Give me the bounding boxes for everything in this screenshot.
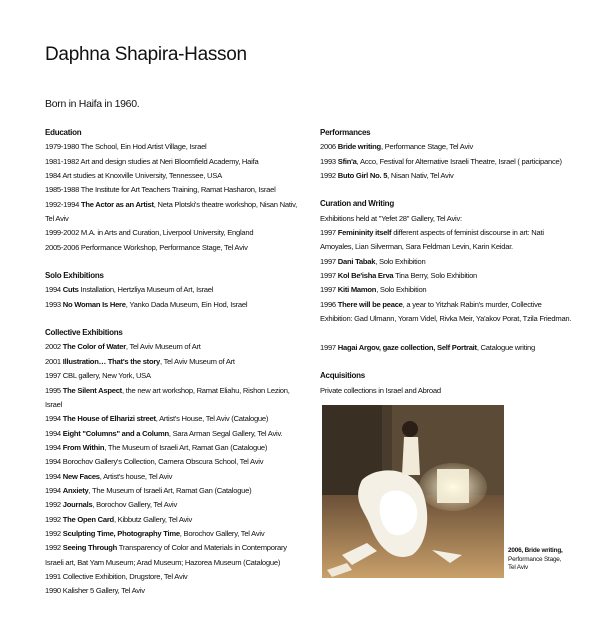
entry: 1981-1982 Art and design studies at Neri Bloomfield Academy, Haifa: [45, 156, 259, 166]
entry-detail: , Neta Plotski's theatre workshop, Nisan Nativ, Tel Aviv: [45, 199, 297, 224]
entry-detail: , a year to Yitzhak Rabin's murder, Collective Exhibition: Gad Ulmann, Yoram Videl, Rivka Meir, Ya'akov Porat, Tzila Friedman.: [320, 299, 572, 324]
birth-line: Born in Haifa in 1960.: [45, 98, 140, 110]
entry-detail: , Kibbutz Gallery, Tel Aviv: [113, 514, 193, 524]
entry: [45, 340, 307, 354]
entry-year: 2001: [45, 356, 63, 366]
entry-year: 1992: [45, 514, 63, 524]
entry-year: 1993: [45, 299, 63, 309]
entry-detail: , Borochov Gallery, Tel Aviv: [179, 528, 265, 538]
entry-detail: , Solo Exhibition: [376, 285, 427, 295]
section-heading: Curation and Writing: [320, 199, 394, 209]
entry: Private collections in Israel and Abroad: [320, 385, 441, 395]
left-column: [45, 126, 307, 613]
entry-detail: Collective Exhibition, Drugstore, Tel Aviv: [62, 571, 188, 581]
entry-year: 1992: [320, 171, 338, 181]
entry-detail: , Tel Aviv Museum of Art: [160, 356, 235, 366]
entry: [320, 283, 572, 297]
entry-year: 1991: [45, 571, 63, 581]
entry-title: Anxiety: [62, 485, 89, 495]
entry: [45, 527, 307, 541]
section-heading: Acquisitions: [320, 371, 366, 381]
spacer: [320, 326, 572, 340]
entry-detail: Borochov Gallery's Collection, Camera Obscura School, Tel Aviv: [62, 457, 264, 467]
entry-detail: , The Museum of Israeli Art, Ramat Gan (Catalogue): [88, 485, 252, 495]
entry-detail: Kalisher 5 Gallery, Tel Aviv: [62, 586, 145, 596]
entry-title: The Silent Aspect: [62, 385, 122, 395]
entry-year: 1997: [320, 285, 338, 295]
entry-title: Illustration… That's the story: [62, 356, 161, 366]
entry-year: 1995: [45, 385, 63, 395]
entry-title: Bride writing: [337, 142, 381, 152]
entry: Exhibitions held at "Yefet 28" Gallery, Tel Aviv:: [320, 213, 462, 223]
entry-title: There will be peace: [337, 299, 403, 309]
photo-caption: [508, 547, 563, 573]
entry: 1985-1988 The Institute for Art Teachers Training, Ramat Hasharon, Israel: [45, 185, 276, 195]
entry-title: The Color of Water: [62, 342, 126, 352]
entry: 1999-2002 M.A. in Arts and Curation, Liverpool University, England: [45, 228, 254, 238]
entry-year: 1997: [320, 228, 338, 238]
bride-writing-image: [322, 405, 504, 578]
entry-detail: Installation, Hertzliya Museum of Art, Israel: [78, 285, 214, 295]
entry-year: 1994: [45, 442, 63, 452]
entry-detail: different aspects of feminist discourse in art: Nati Amoyales, Lian Silverman, Sara Feldman Levin, Karin Keidar.: [320, 228, 544, 252]
entry: 1984 Art studies at Knoxville University, Tennessee, USA: [45, 171, 222, 181]
section-collective-exhibitions: [45, 326, 307, 599]
entry: [45, 498, 307, 512]
entry-title: Kiti Mamon: [337, 285, 377, 295]
entry-detail: , The Museum of Israeli Art, Ramat Gan (Catalogue): [104, 442, 268, 452]
entry-title: New Faces: [62, 471, 100, 481]
section-curation-and-writing: [320, 197, 572, 355]
entry-title: Cuts: [62, 285, 79, 295]
entry-year: 1992: [45, 500, 63, 510]
section-education: [45, 126, 307, 255]
section-performances: [320, 126, 572, 183]
entry-year: 1997: [320, 256, 338, 266]
entry-year: 1994: [45, 428, 63, 438]
entry-year: 1993: [320, 156, 338, 166]
entry: [320, 341, 572, 355]
entry: [45, 427, 307, 441]
entry: [320, 155, 572, 169]
entry-title: Hagai Argov, gaze collection, Self Portrait: [337, 342, 477, 352]
entry: [45, 412, 307, 426]
entry: [45, 484, 307, 498]
section-heading: Solo Exhibitions: [45, 271, 104, 281]
entry-detail: Tina Berry, Solo Exhibition: [393, 271, 478, 281]
entry: [45, 513, 307, 527]
entry: 1979-1980 The School, Ein Hod Artist Village, Israel: [45, 142, 207, 152]
entry: [45, 355, 307, 369]
section-acquisitions: [320, 369, 572, 398]
entry-detail: CBL gallery, New York, USA: [62, 371, 151, 381]
entry-title: Dani Tabak: [337, 256, 376, 266]
section-solo-exhibitions: [45, 269, 307, 312]
entry-year: 1994: [45, 285, 63, 295]
entry-detail: , Artist's house, Tel Aviv: [99, 471, 173, 481]
entry-title: Kol Be'isha Erva: [337, 271, 394, 281]
entry-year: 1997: [320, 271, 338, 281]
right-column: [320, 126, 572, 412]
entry: [45, 384, 307, 413]
entry-title: Femininity itself: [337, 228, 392, 238]
entry: [320, 298, 572, 327]
section-heading: Collective Exhibitions: [45, 328, 123, 338]
entry-detail: , Tel Aviv Museum of Art: [125, 342, 201, 352]
entry-year: 1992: [45, 543, 63, 553]
entry: [320, 140, 572, 154]
entry-title: Eight "Columns" and a Column: [62, 428, 169, 438]
entry: [320, 255, 572, 269]
entry-detail: , Acco, Festival for Alternative Israeli Theatre, Israel ( participance): [356, 156, 562, 166]
entry-title: The House of Elharizi street: [62, 414, 156, 424]
entry-year: 1994: [45, 457, 63, 467]
entry-detail: , Borochov Gallery, Tel Aviv: [92, 500, 178, 510]
entry: [45, 198, 307, 227]
entry: [45, 283, 307, 297]
entry-title: Journals: [62, 500, 93, 510]
entry-year: 1997: [45, 371, 63, 381]
entry: [45, 570, 307, 584]
entry-detail: , the new art workshop, Ramat Eliahu, Rishon Lezion, Israel: [45, 385, 290, 409]
entry-detail: , Nisan Nativ, Tel Aviv: [387, 171, 454, 181]
entry-title: From Within: [62, 442, 105, 452]
entry-detail: , Catalogue writing: [476, 342, 535, 352]
entry-year: 1992: [45, 528, 63, 538]
entry-detail: , Solo Exhibition: [375, 256, 426, 266]
entry-year: 2006: [320, 142, 338, 152]
caption-line: Performance Stage,: [508, 555, 562, 563]
entry: [320, 169, 572, 183]
entry: [45, 369, 307, 383]
entry-detail: Transparency of Color and Materials in Contemporary Israeli art, Bat Yam Museum; Arad Museum; Hazorea Museum (Catalogue): [45, 543, 287, 567]
entry: [45, 455, 307, 469]
entry-year: 1994: [45, 414, 63, 424]
entry: [45, 584, 307, 598]
entry: [320, 226, 572, 255]
entry-title: Seeing Through: [62, 543, 118, 553]
performance-photo: [322, 405, 504, 578]
entry-title: Buto Girl No. 5: [337, 171, 388, 181]
entry-year: 1992-1994: [45, 199, 81, 209]
entry-year: 1996: [320, 299, 338, 309]
entry-detail: , Performance Stage, Tel Aviv: [380, 142, 474, 152]
entry-detail: , Sara Arman Segal Gallery, Tel Aviv.: [168, 428, 283, 438]
entry-detail: , Artist's House, Tel Aviv (Catalogue): [155, 414, 269, 424]
entry-detail: , Yanko Dada Museum, Ein Hod, Israel: [125, 299, 248, 309]
entry-year: 1994: [45, 485, 63, 495]
section-heading: Performances: [320, 128, 371, 137]
entry: [45, 298, 307, 312]
entry: 2005-2006 Performance Workshop, Performance Stage, Tel Aviv: [45, 242, 248, 252]
entry-title: Sculpting Time, Photography Time: [62, 528, 180, 538]
entry: [45, 470, 307, 484]
artist-name: Daphna Shapira-Hasson: [45, 44, 247, 65]
entry-year: 1990: [45, 586, 63, 596]
entry-year: 2002: [45, 342, 63, 352]
caption-title: 2006, Bride writing,: [508, 547, 563, 554]
entry: [45, 541, 307, 570]
entry: [320, 269, 572, 283]
entry-title: Sfin'a: [337, 156, 357, 166]
entry: [45, 441, 307, 455]
entry-year: 1997: [320, 342, 338, 352]
entry-title: The Actor as an Artist: [80, 199, 154, 209]
entry-title: The Open Card: [62, 514, 114, 524]
entry-title: No Woman Is Here: [62, 299, 126, 309]
section-heading: Education: [45, 128, 82, 137]
entry-year: 1994: [45, 471, 63, 481]
caption-line: Tel Aviv: [508, 564, 528, 571]
